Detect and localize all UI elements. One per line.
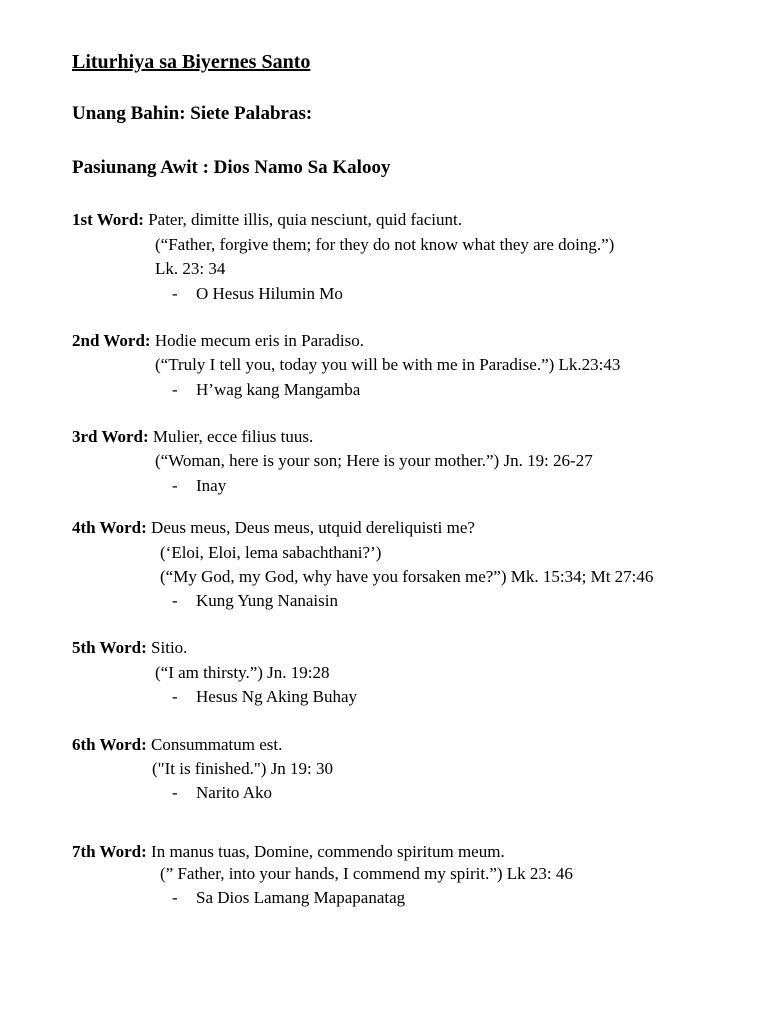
word-5-line <box>72 638 187 658</box>
word-5-song-title: Hesus Ng Aking Buhay <box>196 687 358 706</box>
page-title: Liturhiya sa Biyernes Santo <box>72 51 311 73</box>
word-7-translation: (” Father, into your hands, I commend my spirit.”) Lk 23: 46 <box>160 864 573 883</box>
word-3-line <box>72 427 313 447</box>
word-2-line <box>72 331 364 351</box>
word-7-line <box>72 842 505 862</box>
word-4-song-title: Kung Yung Nanaisin <box>196 591 338 610</box>
word-4-latin: Deus meus, Deus meus, utquid dereliquisti me? <box>151 518 475 537</box>
bullet: - <box>172 284 178 303</box>
word-3-song-title: Inay <box>196 476 227 495</box>
bullet: - <box>172 687 178 706</box>
word-1-latin: Pater, dimitte illis, quia nesciunt, quid faciunt. <box>148 210 462 229</box>
word-1-label: 1st Word: <box>72 210 144 229</box>
word-2-latin: Hodie mecum eris in Paradiso. <box>154 331 364 350</box>
word-6-line <box>72 735 282 755</box>
word-1-song-title: O Hesus Hilumin Mo <box>196 284 343 303</box>
word-3-latin: Mulier, ecce filius tuus. <box>152 427 314 446</box>
word-7-song-title: Sa Dios Lamang Mapapanatag <box>196 888 406 907</box>
bullet: - <box>172 591 178 610</box>
word-4-label: 4th Word: <box>72 518 147 537</box>
word-2-label: 2nd Word: <box>72 331 151 350</box>
bullet: - <box>172 888 178 907</box>
word-1-translation: (“Father, forgive them; for they do not know what they are doing.”) <box>155 235 615 254</box>
word-6-translation: ("It is finished.") Jn 19: 30 <box>152 759 334 778</box>
word-4-aramaic: (‘Eloi, Eloi, lema sabachthani?’) <box>160 543 382 562</box>
word-2-song-title: H’wag kang Mangamba <box>196 380 361 399</box>
word-7-latin: In manus tuas, Domine, commendo spiritum meum. <box>151 842 505 861</box>
part-heading: Unang Bahin: Siete Palabras: <box>72 103 313 124</box>
word-5-label: 5th Word: <box>72 638 147 657</box>
word-2-translation: (“Truly I tell you, today you will be with me in Paradise.”) Lk.23:43 <box>155 355 621 374</box>
word-3-translation: (“Woman, here is your son; Here is your mother.”) Jn. 19: 26-27 <box>155 451 593 470</box>
word-5-latin: Sitio. <box>151 638 188 657</box>
word-4-line <box>72 518 475 538</box>
word-3-label: 3rd Word: <box>72 427 149 446</box>
word-4-song <box>172 591 338 611</box>
word-4-translation: (“My God, my God, why have you forsaken me?”) Mk. 15:34; Mt 27:46 <box>160 567 654 586</box>
word-3-song <box>172 476 226 496</box>
bullet: - <box>172 783 178 802</box>
word-6-latin: Consummatum est. <box>151 735 283 754</box>
word-6-song <box>172 783 272 803</box>
bullet: - <box>172 476 178 495</box>
word-7-label: 7th Word: <box>72 842 147 861</box>
word-1-reference: Lk. 23: 34 <box>155 259 226 278</box>
word-1-song <box>172 284 343 304</box>
word-6-label: 6th Word: <box>72 735 147 754</box>
bullet: - <box>172 380 178 399</box>
opening-song-heading: Pasiunang Awit : Dios Namo Sa Kalooy <box>72 157 391 178</box>
word-2-song <box>172 380 360 400</box>
word-1-line <box>72 210 462 230</box>
word-5-song <box>172 687 357 707</box>
word-6-song-title: Narito Ako <box>196 783 273 802</box>
word-7-song <box>172 888 405 908</box>
word-5-translation: (“I am thirsty.”) Jn. 19:28 <box>155 663 330 682</box>
